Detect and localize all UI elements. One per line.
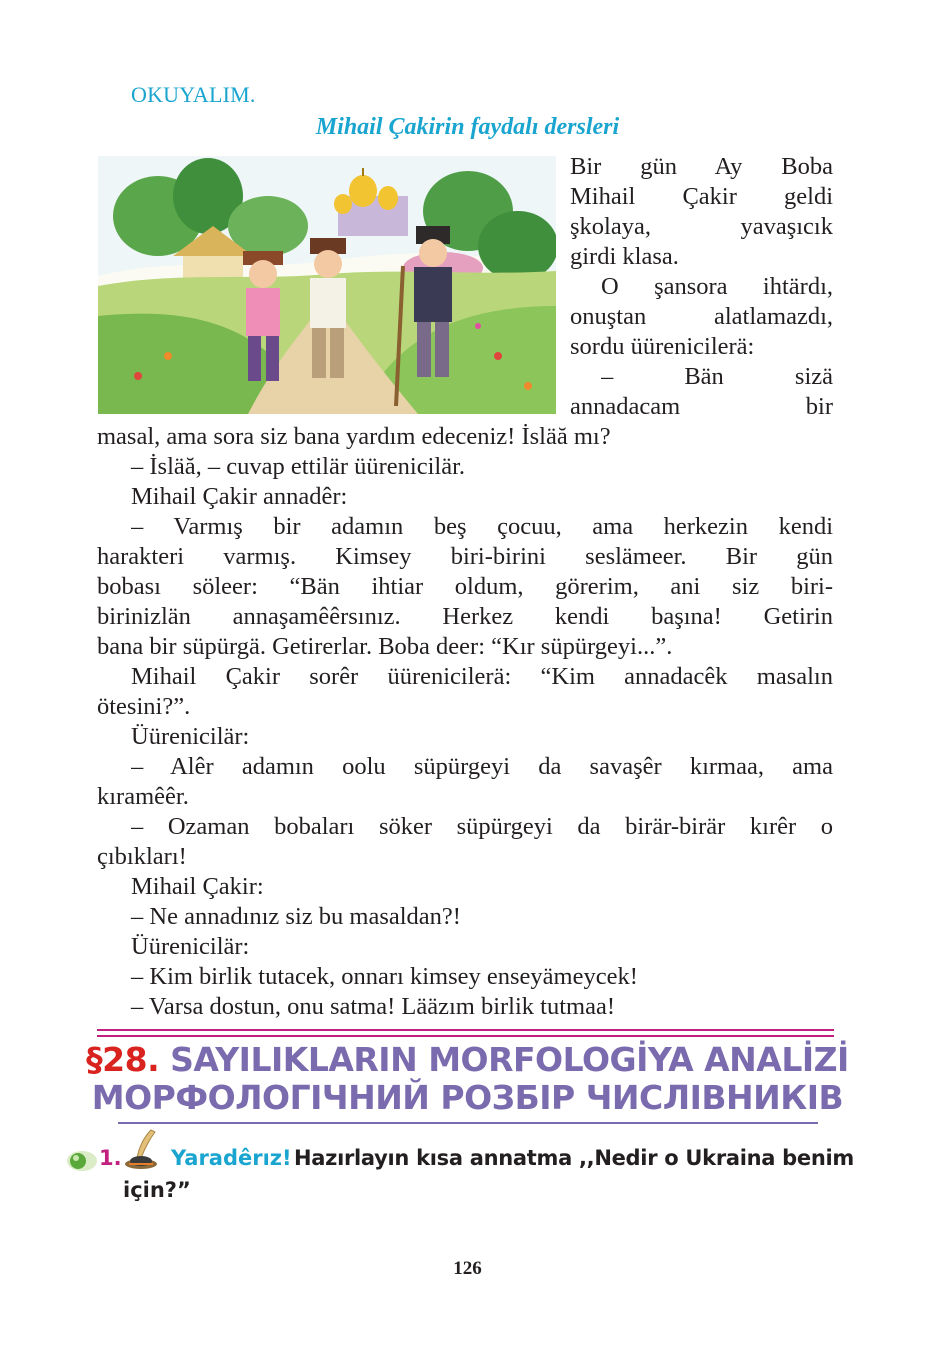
task-number: 1. xyxy=(99,1146,122,1170)
story-line: – Bän sizä xyxy=(601,363,833,390)
page-number: 126 xyxy=(453,1258,482,1279)
quill-ink-icon xyxy=(123,1128,163,1175)
story-line: harakteri varmış. Kimsey biri-birini seslämeer. Bir gün xyxy=(97,543,833,570)
story-line: bana bir süpürgä. Getirerlar. Boba deer: “Kır süpürgeyi...”. xyxy=(97,633,673,660)
story-line: şkolaya, yavaşıcık xyxy=(570,213,833,240)
story-illustration xyxy=(98,156,556,414)
story-line: onuştan alatlamazdı, xyxy=(570,303,833,330)
story-line: girdi klasa. xyxy=(570,243,679,270)
section-title-gagauz: SAYILIKLARIN MORFOLOGİYA ANALİZİ xyxy=(170,1040,849,1079)
story-line: – Ozaman bobaları söker süpürgeyi da birär-birär kırêr o xyxy=(131,813,833,840)
story-title: Mihail Çakirin faydalı dersleri xyxy=(315,114,620,140)
green-ball-bullet-icon xyxy=(66,1150,98,1177)
section-rule-top xyxy=(97,1035,834,1037)
section-number: §28. xyxy=(86,1040,160,1079)
story-line: Üürenicilär: xyxy=(131,723,250,750)
task-label: Yaradêrız! xyxy=(171,1146,292,1170)
reading-header: OKUYALIM. xyxy=(131,82,256,107)
story-line: – Varmış bir adamın beş çocuu, ama herkezin kendi xyxy=(131,513,833,540)
story-line: Mihail Çakir annadêr: xyxy=(131,483,348,510)
story-line: – Varsa dostun, onu satma! Lääzım birlik tutmaa! xyxy=(131,993,615,1020)
section-rule-bottom xyxy=(118,1122,818,1124)
story-line: Mihail Çakir sorêr üürenicilerä: “Kim annadacêk masalın xyxy=(131,663,833,690)
story-line: masal, ama sora siz bana yardım edeceniz! İsläă mı? xyxy=(97,423,611,450)
story-line: – Ne annadınız siz bu masaldan?! xyxy=(131,903,461,930)
story-line: bobası söleer: “Bän ihtiar oldum, görerim, ani siz biri- xyxy=(97,573,833,600)
story-line: annadacam bir xyxy=(570,393,833,420)
story-line: O şansora ihtärdı, xyxy=(601,273,833,300)
task-text: için?” xyxy=(123,1178,191,1202)
story-line: – İsläă, – cuvap ettilär üürenicilär. xyxy=(131,453,466,480)
story-line: kıramêêr. xyxy=(97,783,189,810)
section-heading xyxy=(0,1040,935,1079)
story-line: – Alêr adamın oolu süpürgeyi da savaşêr kırmaa, ama xyxy=(131,753,833,780)
story-line: birinizlän annaşamêêrsınız. Herkez kendi başına! Getirin xyxy=(97,603,833,630)
story-line: – Kim birlik tutacek, onnarı kimsey enseyämeycek! xyxy=(131,963,638,990)
story-line: ötesini?”. xyxy=(97,693,191,720)
story-line: Bir gün Ay Boba xyxy=(570,153,833,180)
story-line: sordu üürenicilerä: xyxy=(570,333,755,360)
section-rule-top xyxy=(97,1029,834,1031)
story-line: çıbıkları! xyxy=(97,843,187,870)
story-line: Mihail Çakir geldi xyxy=(570,183,833,210)
story-line: Mihail Çakir: xyxy=(131,873,264,900)
task-text: Hazırlayın kısa annatma ,,Nedir o Ukraina benim xyxy=(294,1146,854,1170)
story-line: Üürenicilär: xyxy=(131,933,250,960)
section-title-ukrainian: МОРФОЛОГІЧНИЙ РОЗБІР ЧИСЛІВНИКІВ xyxy=(91,1078,844,1117)
